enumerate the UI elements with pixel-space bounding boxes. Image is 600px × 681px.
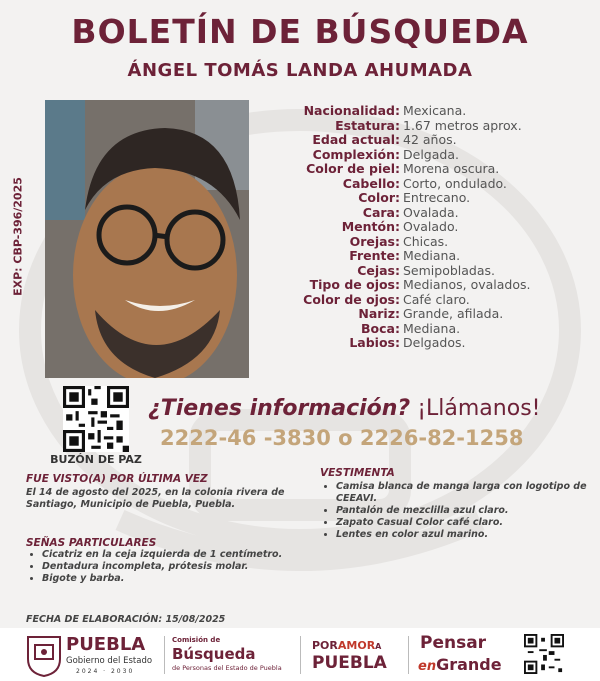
footer-qr-code[interactable] — [524, 634, 564, 674]
comision-big-text: Búsqueda — [172, 645, 256, 663]
list-item: • Camisa blanca de manga larga con logotipo de CEEAVI. — [336, 481, 590, 505]
attr-row: Cara: Ovalada. — [362, 204, 459, 220]
attr-row: Labios: Delgados. — [349, 335, 466, 350]
vestimenta-heading: VESTIMENTA — [320, 467, 395, 479]
list-item: • Bigote y barba. — [42, 573, 316, 585]
list-item: • Pantalón de mezclilla azul claro. — [336, 505, 590, 517]
attr-row: Nariz: Grande, afilada. — [358, 306, 504, 321]
attr-row: Estatura: 1.67 metros aprox. — [335, 117, 522, 133]
en-grande-text: enGrande — [418, 655, 502, 674]
attr-row: Cabello: Corto, ondulado. — [342, 175, 507, 191]
list-item: • Cicatriz en la ceja izquierda de 1 centímetro. — [42, 549, 316, 561]
last-seen-heading: FUE VISTO(A) POR ÚLTIMA VEZ — [26, 473, 208, 485]
attr-row: Mentón: Ovalado. — [341, 219, 459, 234]
attr-row: Edad actual: 42 años. — [312, 132, 457, 147]
buzon-de-paz-label: BUZÓN DE PAZ — [50, 453, 142, 466]
attr-row: Tipo de ojos: Medianos, ovalados. — [309, 277, 531, 292]
puebla-slogan-text: PUEBLA — [312, 653, 387, 673]
footer-logos — [0, 628, 600, 681]
gobierno-text: Gobierno del Estado — [66, 656, 153, 666]
last-seen-text: El 14 de agosto del 2025, en la colonia rivera de Santiago, Municipio de Puebla, Puebla. — [26, 487, 285, 510]
vestimenta-list — [320, 481, 590, 541]
list-item: • Zapato Casual Color café claro. — [336, 517, 590, 529]
comision-small-text: Comisión de — [172, 636, 221, 644]
divider — [300, 636, 301, 674]
puebla-shield-icon — [26, 633, 62, 677]
attr-row: Nacionalidad: Mexicana. — [303, 103, 467, 118]
person-photo — [45, 100, 249, 378]
senas-heading: SEÑAS PARTICULARES — [26, 537, 157, 549]
gobierno-years: 2024 · 2030 — [76, 668, 135, 675]
attr-row: Boca: Mediana. — [361, 320, 461, 336]
attr-row: Cejas: Semipobladas. — [357, 262, 496, 278]
missing-person-name: ÁNGEL TOMÁS LANDA AHUMADA — [127, 60, 473, 81]
elaboration-date: FECHA DE ELABORACIÓN: 15/08/2025 — [26, 614, 226, 625]
divider — [164, 636, 165, 674]
divider — [408, 636, 409, 674]
attr-row: Color de piel: Morena oscura. — [306, 161, 500, 176]
attr-row: Orejas: Chicas. — [349, 233, 449, 249]
attr-row: Color: Entrecano. — [358, 190, 471, 205]
puebla-logo-text: PUEBLA — [66, 634, 146, 655]
info-question: ¿Tienes información? ¡Llámanos! — [148, 396, 541, 421]
pensar-text: Pensar — [420, 633, 487, 653]
por-amor-text: PORAMORA — [312, 639, 382, 652]
contact-phones[interactable]: 2222-46 -3830 o 2226-82-1258 — [160, 426, 524, 450]
physical-description — [256, 104, 596, 351]
senas-list — [26, 549, 316, 585]
list-item: • Dentadura incompleta, prótesis molar. — [42, 561, 316, 573]
expedient-code: EXP: CBP-396/2025 — [11, 177, 25, 296]
attr-row: Complexión: Delgada. — [312, 146, 459, 162]
list-item: • Lentes en color azul marino. — [336, 529, 590, 541]
attr-row: Color de ojos: Café claro. — [303, 291, 470, 307]
attr-row: Frente: Mediana. — [349, 248, 461, 263]
buzon-qr-code[interactable] — [62, 386, 130, 452]
comision-sub-text: de Personas del Estado de Puebla — [172, 664, 282, 672]
bulletin-title: BOLETÍN DE BÚSQUEDA — [71, 12, 529, 51]
